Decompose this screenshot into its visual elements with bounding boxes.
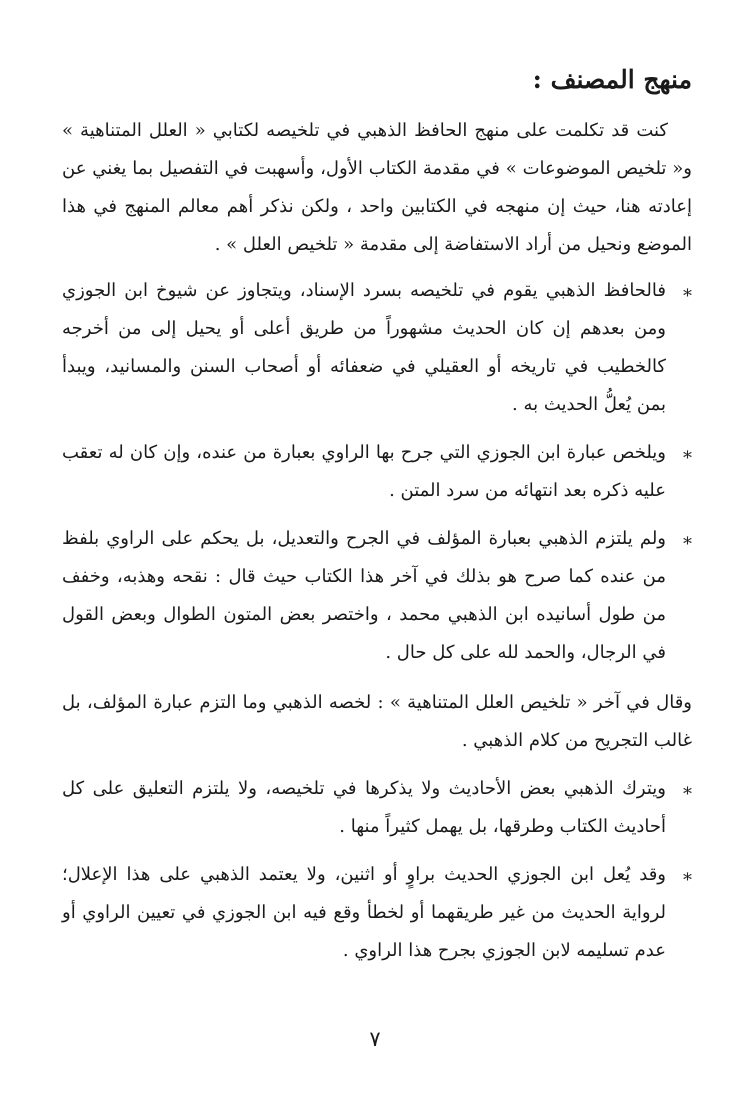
bullet-text: فالحافظ الذهبي يقوم في تلخيصه بسرد الإسناد، ويتجاوز عن شيوخ ابن الجوزي ومن بعدهم إن كان الحديث مشهوراً من طريق أعلى أو يحيل إلى من أخرجه كالخطيب في تاريخه أو العقيلي في ضعفائه أو أصحاب السنن والمسانيد، ويبدأ بمن يُعلُّ الحديث به . — [62, 280, 667, 415]
asterisk-bullet-icon: ⁎ — [683, 280, 692, 301]
bullet-text: وقد يُعل ابن الجوزي الحديث براوٍ أو اثنين، ولا يعتمد الذهبي على هذا الإعلال؛ لرواية الحديث من غير طريقهما أو لخطأ وقع فيه ابن الجوزي في تعيين الراوي أو عدم تسليمه لابن الجوزي بجرح هذا الراوي . — [62, 864, 666, 961]
page-number: ٧ — [369, 1027, 381, 1051]
bullet-item — [62, 856, 692, 970]
bullet-item — [62, 272, 692, 424]
bullet-text: ويترك الذهبي بعض الأحاديث ولا يذكرها في تلخيصه، ولا يلتزم التعليق على كل أحاديث الكتاب وطرقها، بل يهمل كثيراً منها . — [62, 778, 666, 837]
asterisk-bullet-icon: ⁎ — [683, 778, 692, 799]
asterisk-bullet-icon: ⁎ — [683, 442, 692, 463]
bullet-text: ويلخص عبارة ابن الجوزي التي جرح بها الراوي بعبارة من عنده، وإن كان له تعقب عليه ذكره بعد انتهائه من سرد المتن . — [62, 442, 666, 501]
intro-paragraph: كنت قد تكلمت على منهج الحافظ الذهبي في تلخيصه لكتابي « العلل المتناهية » و« تلخيص الموضوعات » في مقدمة الكتاب الأول، وأسهبت في التفصيل بما يغني عن إعادته هنا، حيث إن منهجه في الكتابين واحد ، ولكن نذكر أهم معالم المنهج في هذا الموضع ونحيل من أراد الاستفاضة إلى مقدمة « تلخيص العلل » . — [62, 120, 692, 255]
section-title: منهج المصنف : — [532, 65, 692, 94]
bullet-item — [62, 434, 692, 510]
bullet-list-first — [62, 272, 692, 672]
bullet-item — [62, 520, 692, 672]
asterisk-bullet-icon: ⁎ — [683, 864, 692, 885]
asterisk-bullet-icon: ⁎ — [683, 528, 692, 549]
quote-paragraph: وقال في آخر « تلخيص العلل المتناهية » : لخصه الذهبي وما التزم عبارة المؤلف، بل غالب التجريح من كلام الذهبي . — [62, 692, 692, 751]
bullet-text: ولم يلتزم الذهبي بعبارة المؤلف في الجرح والتعديل، بل يحكم على الراوي بلفظ من عنده كما صرح هو بذلك في آخر هذا الكتاب حيث قال : نقحه وهذبه، وخفف من طول أسانيده ابن الذهبي محمد ، واختصر بعض المتون الطوال وبعض القول في الرجال، والحمد لله على كل حال . — [62, 528, 666, 663]
bullet-item — [62, 770, 692, 846]
bullet-list-second — [62, 770, 692, 970]
